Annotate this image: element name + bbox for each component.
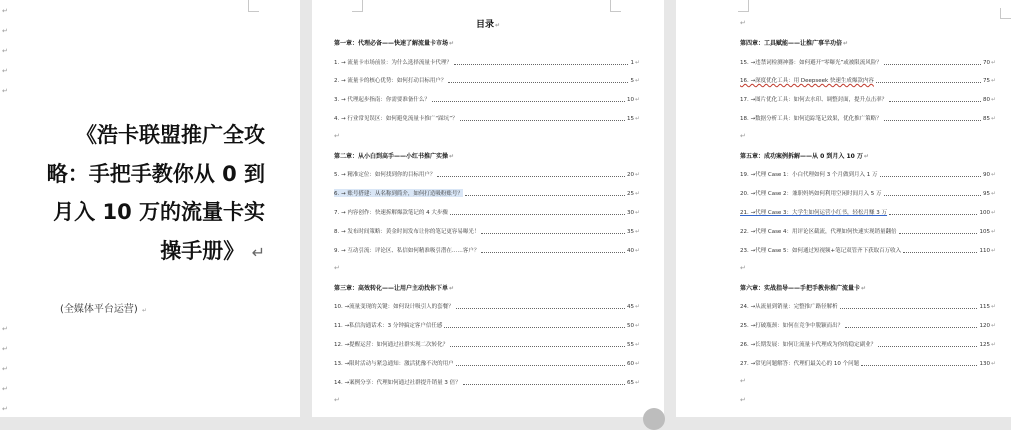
paragraph-mark-icon: ↵	[449, 40, 455, 47]
paragraph-mark-icon: ↵	[990, 96, 996, 103]
paragraph-mark-icon: ↵	[634, 190, 640, 197]
paragraph-mark-icon: ↵	[2, 87, 8, 95]
paragraph-mark-icon: ↵	[990, 77, 996, 84]
paragraph-mark-icon: ↵	[990, 303, 996, 310]
paragraph-mark-icon: ↵	[634, 77, 640, 84]
paragraph-mark-icon: ↵	[2, 27, 8, 35]
toc-entry[interactable]: 7. → 内容创作：快速拆解爆款笔记的 4 大步骤 30 ↵	[334, 209, 640, 216]
paragraph-mark-icon: ↵	[843, 40, 849, 47]
paragraph-mark-icon: ↵	[2, 67, 8, 75]
document-subtitle[interactable]: (全媒体平台运营) ↵	[60, 304, 148, 315]
toc-entry[interactable]: 27. →常见问题解答：代理们最关心的 10 个问题 130 ↵	[740, 360, 996, 367]
toc-chapter-4[interactable]: 第四章：工具赋能——让推广事半功倍↵	[740, 40, 849, 47]
document-title[interactable]	[0, 116, 265, 272]
paragraph-mark-icon: ↵	[494, 22, 501, 29]
paragraph-mark-icon: ↵	[142, 307, 148, 314]
toc-entry[interactable]: 3. → 代理起步指南：你需要准备什么？ 10 ↵	[334, 96, 640, 103]
paragraph-mark-icon: ↵	[2, 47, 8, 55]
toc-entry[interactable]: 9. → 互动引流：评论区、私信如何精准吸引潜在……客户？ 40 ↵	[334, 247, 640, 254]
paragraph-mark-icon: ↵	[740, 377, 746, 385]
toc-entry[interactable]: 20. →代理 Case 2：兼职妈妈如何利用空闲时间月入 5 万 95 ↵	[740, 190, 996, 197]
toc-chapter-5[interactable]: 第五章：成功案例拆解——从 0 到月入 10 万↵	[740, 153, 869, 160]
paragraph-mark-icon: ↵	[740, 396, 746, 404]
paragraph-mark-icon: ↵	[990, 228, 996, 235]
paragraph-mark-icon: ↵	[251, 242, 265, 262]
margin-corner-mark	[610, 0, 621, 12]
paragraph-mark-icon: ↵	[740, 19, 746, 27]
toc-chapter-6[interactable]: 第六章：实战指导——手把手教你推广流量卡↵	[740, 285, 867, 292]
paragraph-mark-icon: ↵	[990, 171, 996, 178]
paragraph-mark-icon: ↵	[634, 228, 640, 235]
paragraph-mark-icon: ↵	[990, 59, 996, 66]
document-page-toc-2	[676, 0, 1011, 417]
toc-entry[interactable]: 12. →提醒运营：如何通过社群实现二次转化？ 55 ↵	[334, 341, 640, 348]
toc-entry[interactable]: 5. → 精准定位：如何找到你的目标用户？ 20 ↵	[334, 171, 640, 178]
paragraph-mark-icon: ↵	[2, 385, 8, 393]
paragraph-mark-icon: ↵	[861, 285, 867, 292]
document-title-line: 《浩卡联盟推广全攻	[76, 123, 265, 147]
paragraph-mark-icon: ↵	[740, 132, 746, 140]
document-page-toc-1	[312, 0, 664, 417]
toc-entry[interactable]: 14. →案例分享：代理如何通过社群提升销量 3 倍？ 65 ↵	[334, 379, 640, 386]
paragraph-mark-icon: ↵	[990, 322, 996, 329]
toc-entry[interactable]: 24. →从流量到销量：完整推广路径解析 115 ↵	[740, 303, 996, 310]
margin-corner-mark	[738, 0, 749, 12]
paragraph-mark-icon: ↵	[634, 322, 640, 329]
paragraph-mark-icon: ↵	[449, 153, 455, 160]
paragraph-mark-icon: ↵	[334, 396, 340, 404]
paragraph-mark-icon: ↵	[634, 247, 640, 254]
toc-entry[interactable]: 19. →代理 Case 1：小白代理如何 3 个月做到月入 1 万 90 ↵	[740, 171, 996, 178]
toc-entry[interactable]: 18. →数据分析工具：如何追踪笔记效果，优化推广策略？ 85 ↵	[740, 115, 996, 122]
paragraph-mark-icon: ↵	[334, 132, 340, 140]
paragraph-mark-icon: ↵	[634, 303, 640, 310]
document-title-line: 略：手把手教你从 0 到	[46, 161, 265, 186]
paragraph-mark-icon: ↵	[2, 365, 8, 373]
paragraph-mark-icon: ↵	[863, 153, 869, 160]
paragraph-mark-icon: ↵	[2, 325, 8, 333]
paragraph-mark-icon: ↵	[634, 379, 640, 386]
toc-entry[interactable]: 26. →长期发展：如何让流量卡代理成为你的稳定副业？ 125 ↵	[740, 341, 996, 348]
toc-chapter-3[interactable]: 第三章：高效转化——让用户主动找你下单↵	[334, 285, 455, 292]
paragraph-mark-icon: ↵	[634, 171, 640, 178]
paragraph-mark-icon: ↵	[2, 7, 8, 15]
toc-entry[interactable]: 8. → 发布时间策略：黄金时间发布让你的笔记更容易曝光！ 35 ↵	[334, 228, 640, 235]
paragraph-mark-icon: ↵	[634, 209, 640, 216]
paragraph-mark-icon: ↵	[990, 190, 996, 197]
paragraph-mark-icon: ↵	[2, 405, 8, 413]
paragraph-mark-icon: ↵	[2, 345, 8, 353]
toc-entry[interactable]: 4. → 行业常见误区：如何避免流量卡推广“踩坑”？ 15 ↵	[334, 115, 640, 122]
paragraph-mark-icon: ↵	[990, 341, 996, 348]
paragraph-mark-icon: ↵	[990, 209, 996, 216]
paragraph-mark-icon: ↵	[334, 264, 340, 272]
paragraph-mark-icon: ↵	[990, 360, 996, 367]
toc-chapter-1[interactable]: 第一章：代理必备——快速了解流量卡市场↵	[334, 40, 455, 47]
paragraph-mark-icon: ↵	[740, 264, 746, 272]
toc-entry[interactable]: 1. → 流量卡市场前景：为什么选择流量卡代理？ 1 ↵	[334, 59, 640, 66]
toc-entry[interactable]: 13. →限时活动与紧急通知：激活犹豫不决的用户 60 ↵	[334, 360, 640, 367]
paragraph-mark-icon: ↵	[634, 96, 640, 103]
paragraph-mark-icon: ↵	[634, 341, 640, 348]
paragraph-mark-icon: ↵	[634, 59, 640, 66]
paragraph-mark-icon: ↵	[634, 115, 640, 122]
toc-entry[interactable]: 10. →流量变现的关键：如何设计吸引人的套餐？ 45 ↵	[334, 303, 640, 310]
toc-entry[interactable]: 22. →代理 Case 4：用评论区截流，代理如何快速实现销量翻倍 105 ↵	[740, 228, 996, 235]
toc-entry[interactable]: 17. →图片优化工具：如何去水印、调整封面，提升点击率？ 80 ↵	[740, 96, 996, 103]
scroll-handle[interactable]	[643, 408, 665, 430]
margin-corner-mark	[248, 0, 259, 12]
margin-corner-mark	[352, 0, 363, 12]
toc-entry[interactable]: 2. → 流量卡的核心优势：如何打动目标用户？ 5 ↵	[334, 77, 640, 84]
toc-entry[interactable]: 11. →私信沟通话术：3 分钟搞定客户信任感 50 ↵	[334, 322, 640, 329]
document-title-line: 月入 10 万的流量卡实	[53, 200, 265, 224]
toc-entry[interactable]: 15. →违禁词检测神器：如何避开“零曝光”或被限流风险？ 70 ↵	[740, 59, 996, 66]
margin-corner-mark	[1000, 8, 1011, 19]
toc-entry[interactable]: 25. →打破瓶颈：如何在竞争中脱颖而出？ 120 ↵	[740, 322, 996, 329]
document-page-cover	[0, 0, 300, 417]
paragraph-mark-icon: ↵	[449, 285, 455, 292]
toc-entry[interactable]: 21. →代理 Case 3：大学生如何运营小红书，轻松月赚 3 万 100 ↵	[740, 209, 996, 216]
paragraph-mark-icon: ↵	[990, 247, 996, 254]
toc-title[interactable]: 目录↵	[475, 20, 501, 30]
paragraph-mark-icon: ↵	[634, 360, 640, 367]
document-title-line: 操手册》 ↵	[160, 238, 265, 263]
paragraph-mark-icon: ↵	[990, 115, 996, 122]
toc-entry[interactable]: 6. → 账号搭建：从名称到简介，如何打造吸粉账号？ 25 ↵	[334, 190, 640, 197]
toc-entry[interactable]: 16. →深度优化工具：用 Deepseek 快速生成爆款内容 75 ↵	[740, 77, 996, 84]
toc-entry[interactable]: 23. →代理 Case 5：如何通过短视频+笔记双管齐下获取百万收入 110 ↵	[740, 247, 996, 254]
toc-chapter-2[interactable]: 第二章：从小白到高手——小红书推广实操↵	[334, 153, 455, 160]
